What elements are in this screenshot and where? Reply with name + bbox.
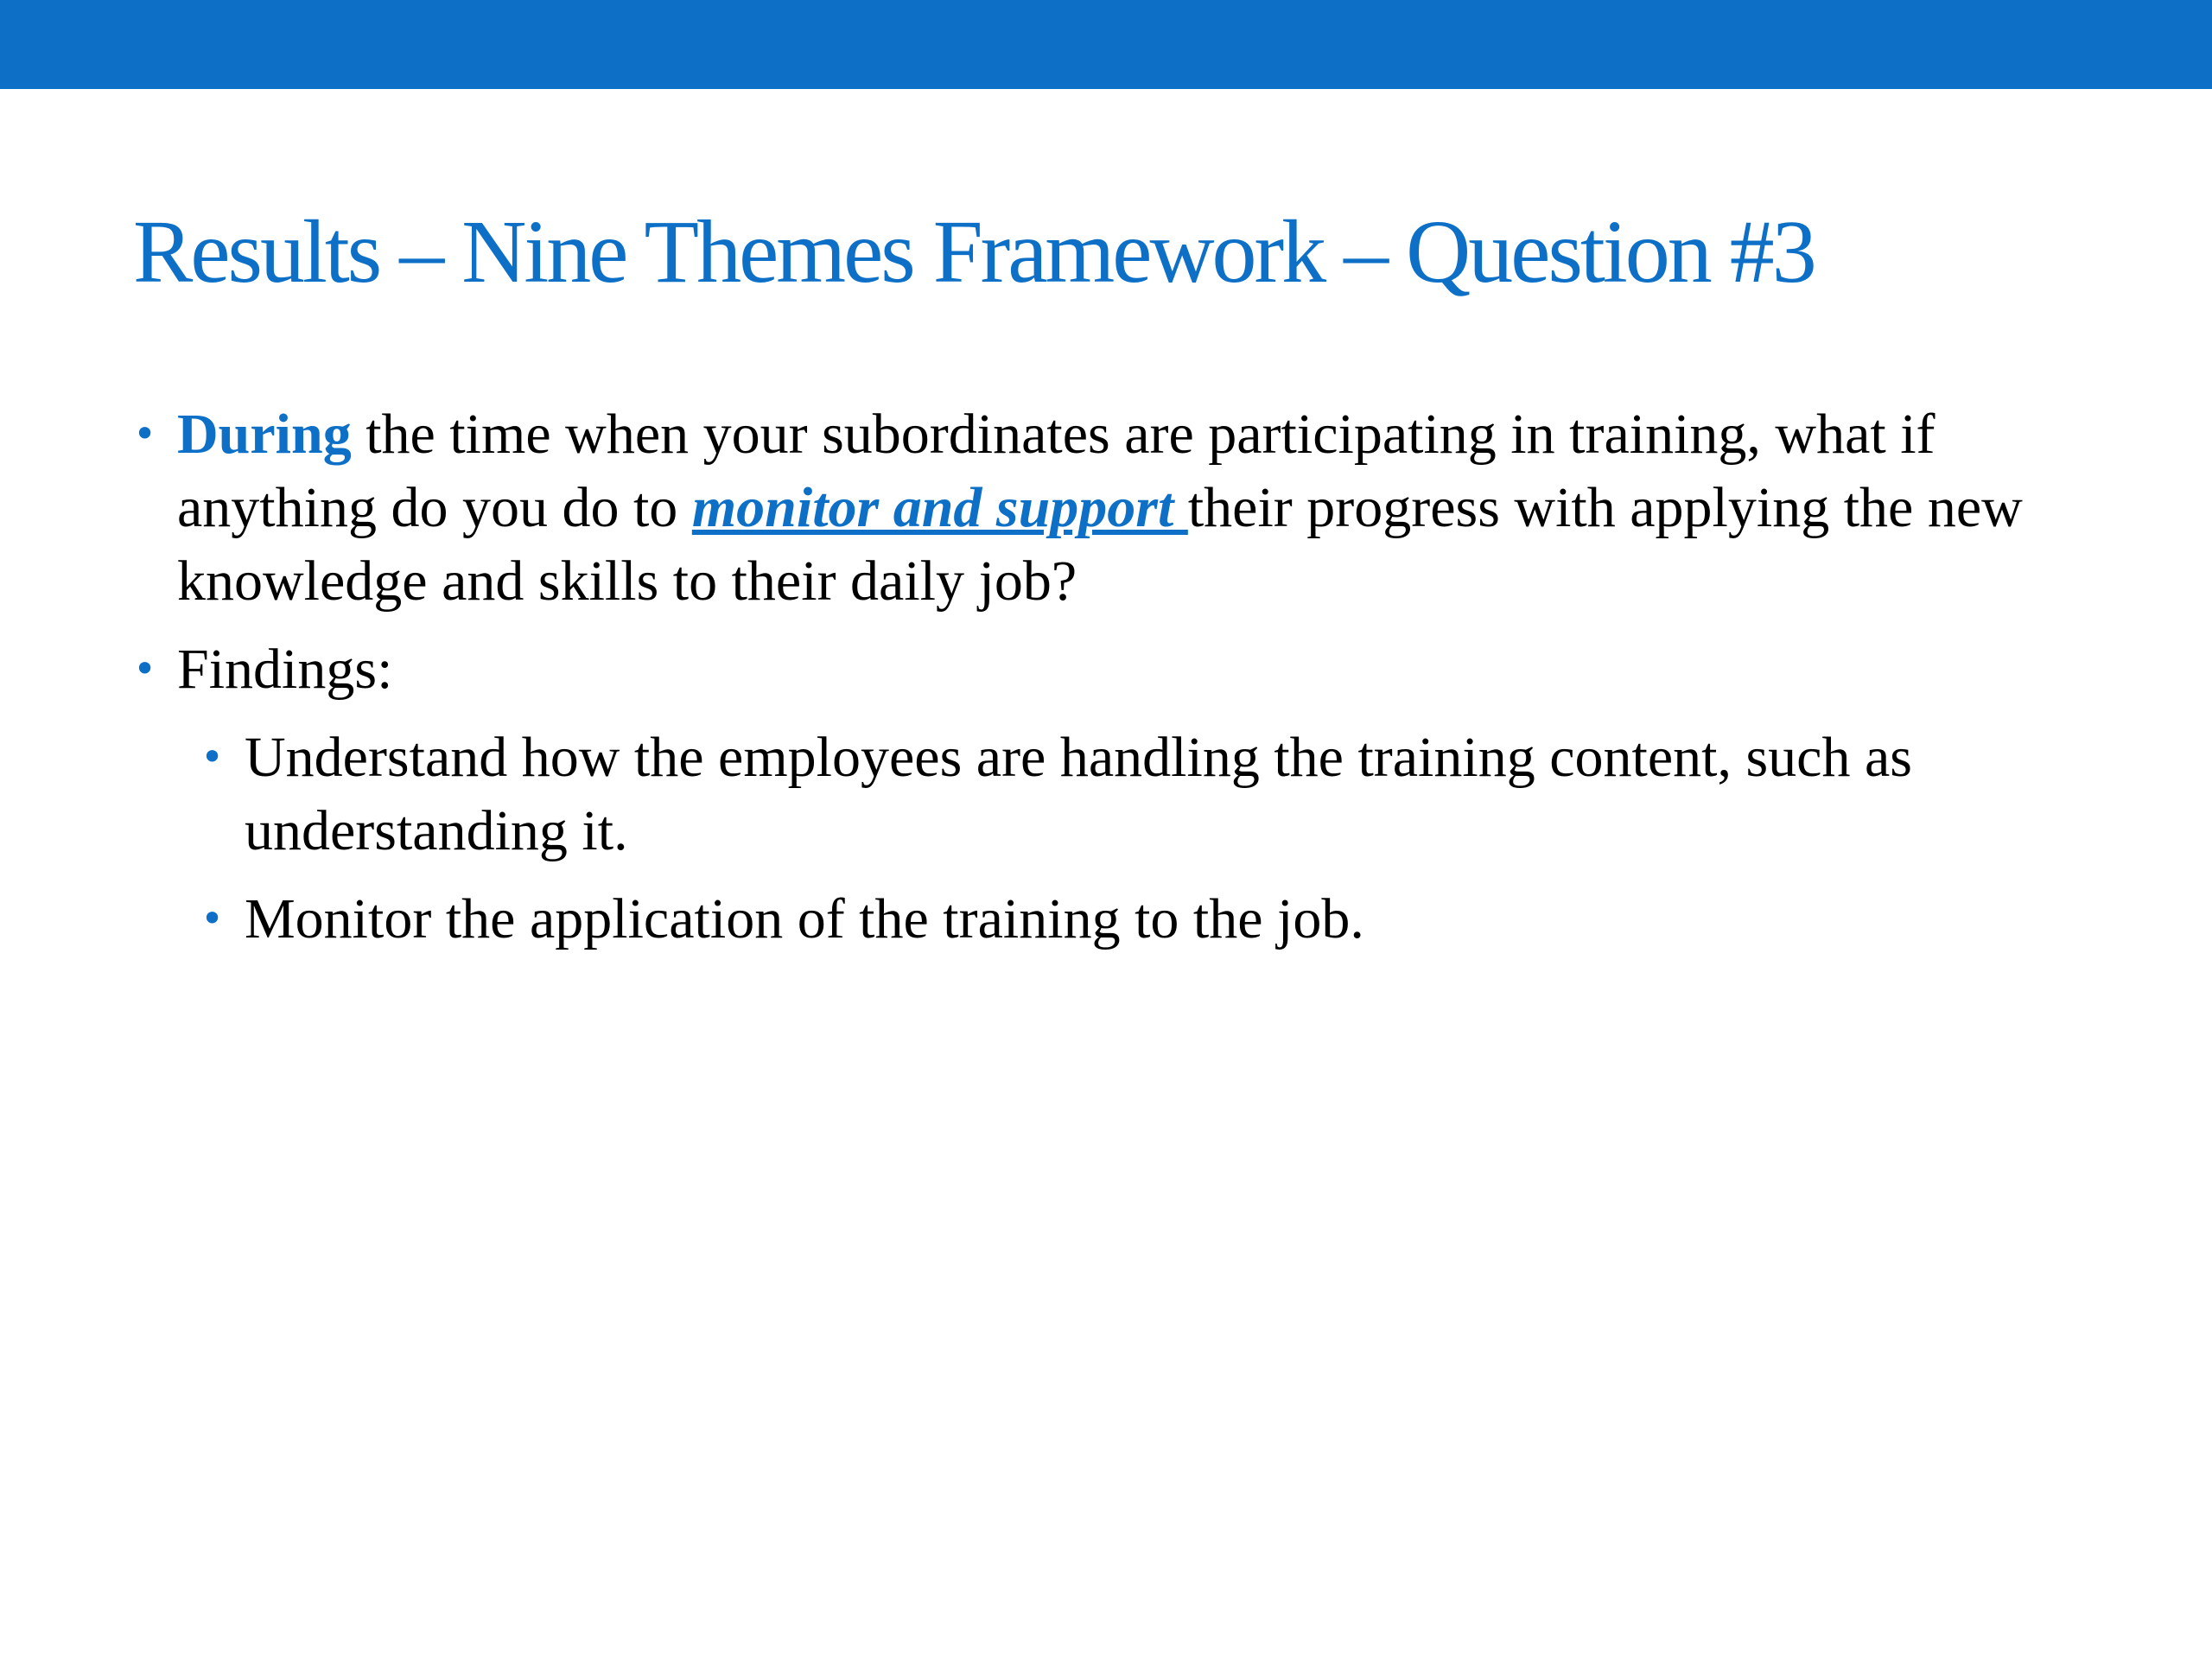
bullet-dot-icon: • [133, 645, 157, 692]
bullet-findings [133, 632, 2120, 706]
emphasis-during: During [177, 403, 352, 466]
bullet-dot-icon: • [200, 734, 225, 780]
sub-bullet-text: Monitor the application of the training to the job. [245, 887, 1364, 950]
question-text-part2: their progress with applying the new knowledge and skills to their daily job? [177, 476, 2023, 613]
monitor-support-link[interactable]: monitor and support [691, 476, 1188, 539]
bullet-dot-icon: • [133, 410, 157, 457]
bullet-question [133, 397, 2120, 618]
sub-bullet-monitor [200, 882, 2120, 956]
findings-label: Findings: [177, 638, 393, 701]
question-text-part1: the time when your subordinates are participating in training, what if anything do you do to [177, 403, 1936, 539]
slide-body [133, 397, 2120, 970]
sub-bullet-text: Understand how the employees are handling the training content, such as understanding it. [245, 726, 1912, 862]
slide-title: Results – Nine Themes Framework – Question #3 [133, 202, 1815, 302]
header-bar [0, 0, 2212, 89]
sub-bullet-understand [200, 721, 2120, 868]
bullet-dot-icon: • [200, 895, 225, 942]
